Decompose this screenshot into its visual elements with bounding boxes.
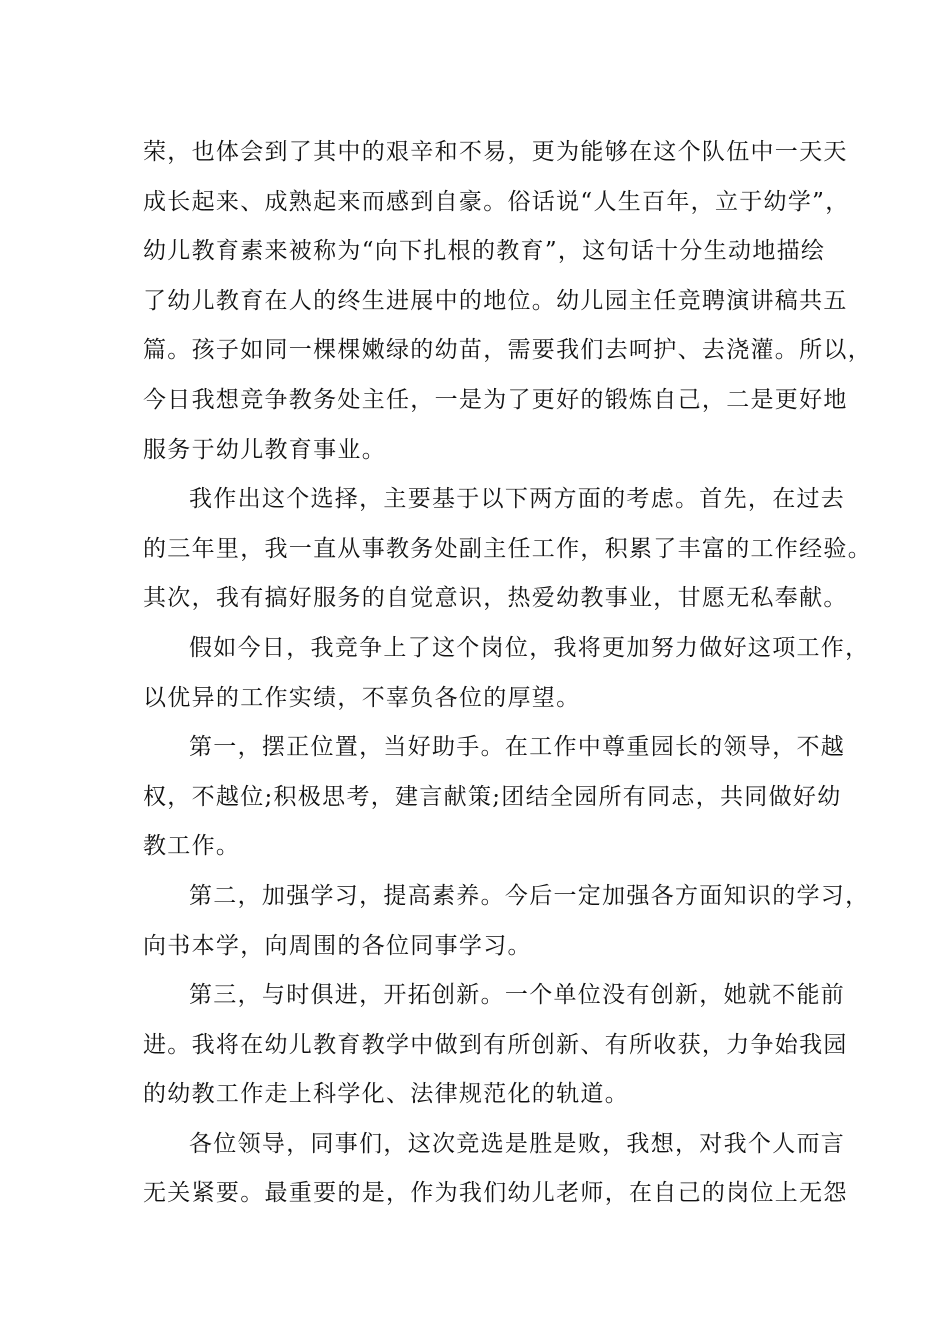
text-line: 进。我将在幼儿教育教学中做到有所创新、有所收获，力争始我园 bbox=[143, 1031, 848, 1058]
text-line: 服务于幼儿教育事业。 bbox=[143, 436, 386, 463]
text-line: 篇。孩子如同一棵棵嫩绿的幼苗，需要我们去呵护、去浇灌。所以， bbox=[143, 337, 872, 364]
paragraph-6 bbox=[143, 971, 848, 1120]
text-line: 第一，摆正位置，当好助手。在工作中尊重园长的领导，不越 bbox=[189, 734, 846, 761]
text-line: 第二，加强学习，提高素养。今后一定加强各方面知识的学习， bbox=[189, 882, 870, 909]
text-line: 的幼教工作走上科学化、法律规范化的轨道。 bbox=[143, 1081, 629, 1108]
paragraph-3 bbox=[143, 624, 870, 723]
paragraph-7 bbox=[143, 1120, 848, 1219]
text-line: 向书本学，向周围的各位同事学习。 bbox=[143, 932, 532, 959]
text-line: 今日我想竞争教务处主任，一是为了更好的锻炼自己，二是更好地 bbox=[143, 386, 848, 413]
paragraph-1 bbox=[143, 128, 872, 475]
paragraph-5 bbox=[143, 872, 870, 971]
text-line: 假如今日，我竞争上了这个岗位，我将更加努力做好这项工作， bbox=[189, 634, 870, 661]
paragraph-2 bbox=[143, 475, 872, 624]
paragraph-4 bbox=[143, 723, 846, 872]
text-line: 各位领导，同事们，这次竞选是胜是败，我想，对我个人而言 bbox=[189, 1130, 846, 1157]
text-line: 荣，也体会到了其中的艰辛和不易，更为能够在这个队伍中一天天 bbox=[143, 139, 848, 165]
text-line: 幼儿教育素来被称为“向下扎根的教育”，这句话十分生动地描绘 bbox=[143, 238, 826, 265]
text-line: 教工作。 bbox=[143, 833, 241, 860]
document-body bbox=[143, 128, 872, 1219]
text-line: 无关紧要。最重要的是，作为我们幼儿老师，在自己的岗位上无怨 bbox=[143, 1180, 848, 1207]
text-line: 的三年里，我一直从事教务处副主任工作，积累了丰富的工作经验。 bbox=[143, 535, 872, 562]
text-line: 了幼儿教育在人的终生进展中的地位。幼儿园主任竞聘演讲稿共五 bbox=[143, 287, 848, 314]
text-line: 第三，与时俱进，开拓创新。一个单位没有创新，她就不能前 bbox=[189, 982, 846, 1009]
text-line: 以优异的工作实绩，不辜负各位的厚望。 bbox=[143, 684, 581, 711]
text-line: 成长起来、成熟起来而感到自豪。俗话说“人生百年，立于幼学”， bbox=[143, 188, 850, 215]
text-line: 权，不越位;积极思考，建言献策;团结全园所有同志，共同做好幼 bbox=[143, 783, 842, 810]
text-line: 其次，我有搞好服务的自觉意识，热爱幼教事业，甘愿无私奉献。 bbox=[143, 585, 848, 612]
text-line: 我作出这个选择，主要基于以下两方面的考虑。首先，在过去 bbox=[189, 486, 846, 513]
